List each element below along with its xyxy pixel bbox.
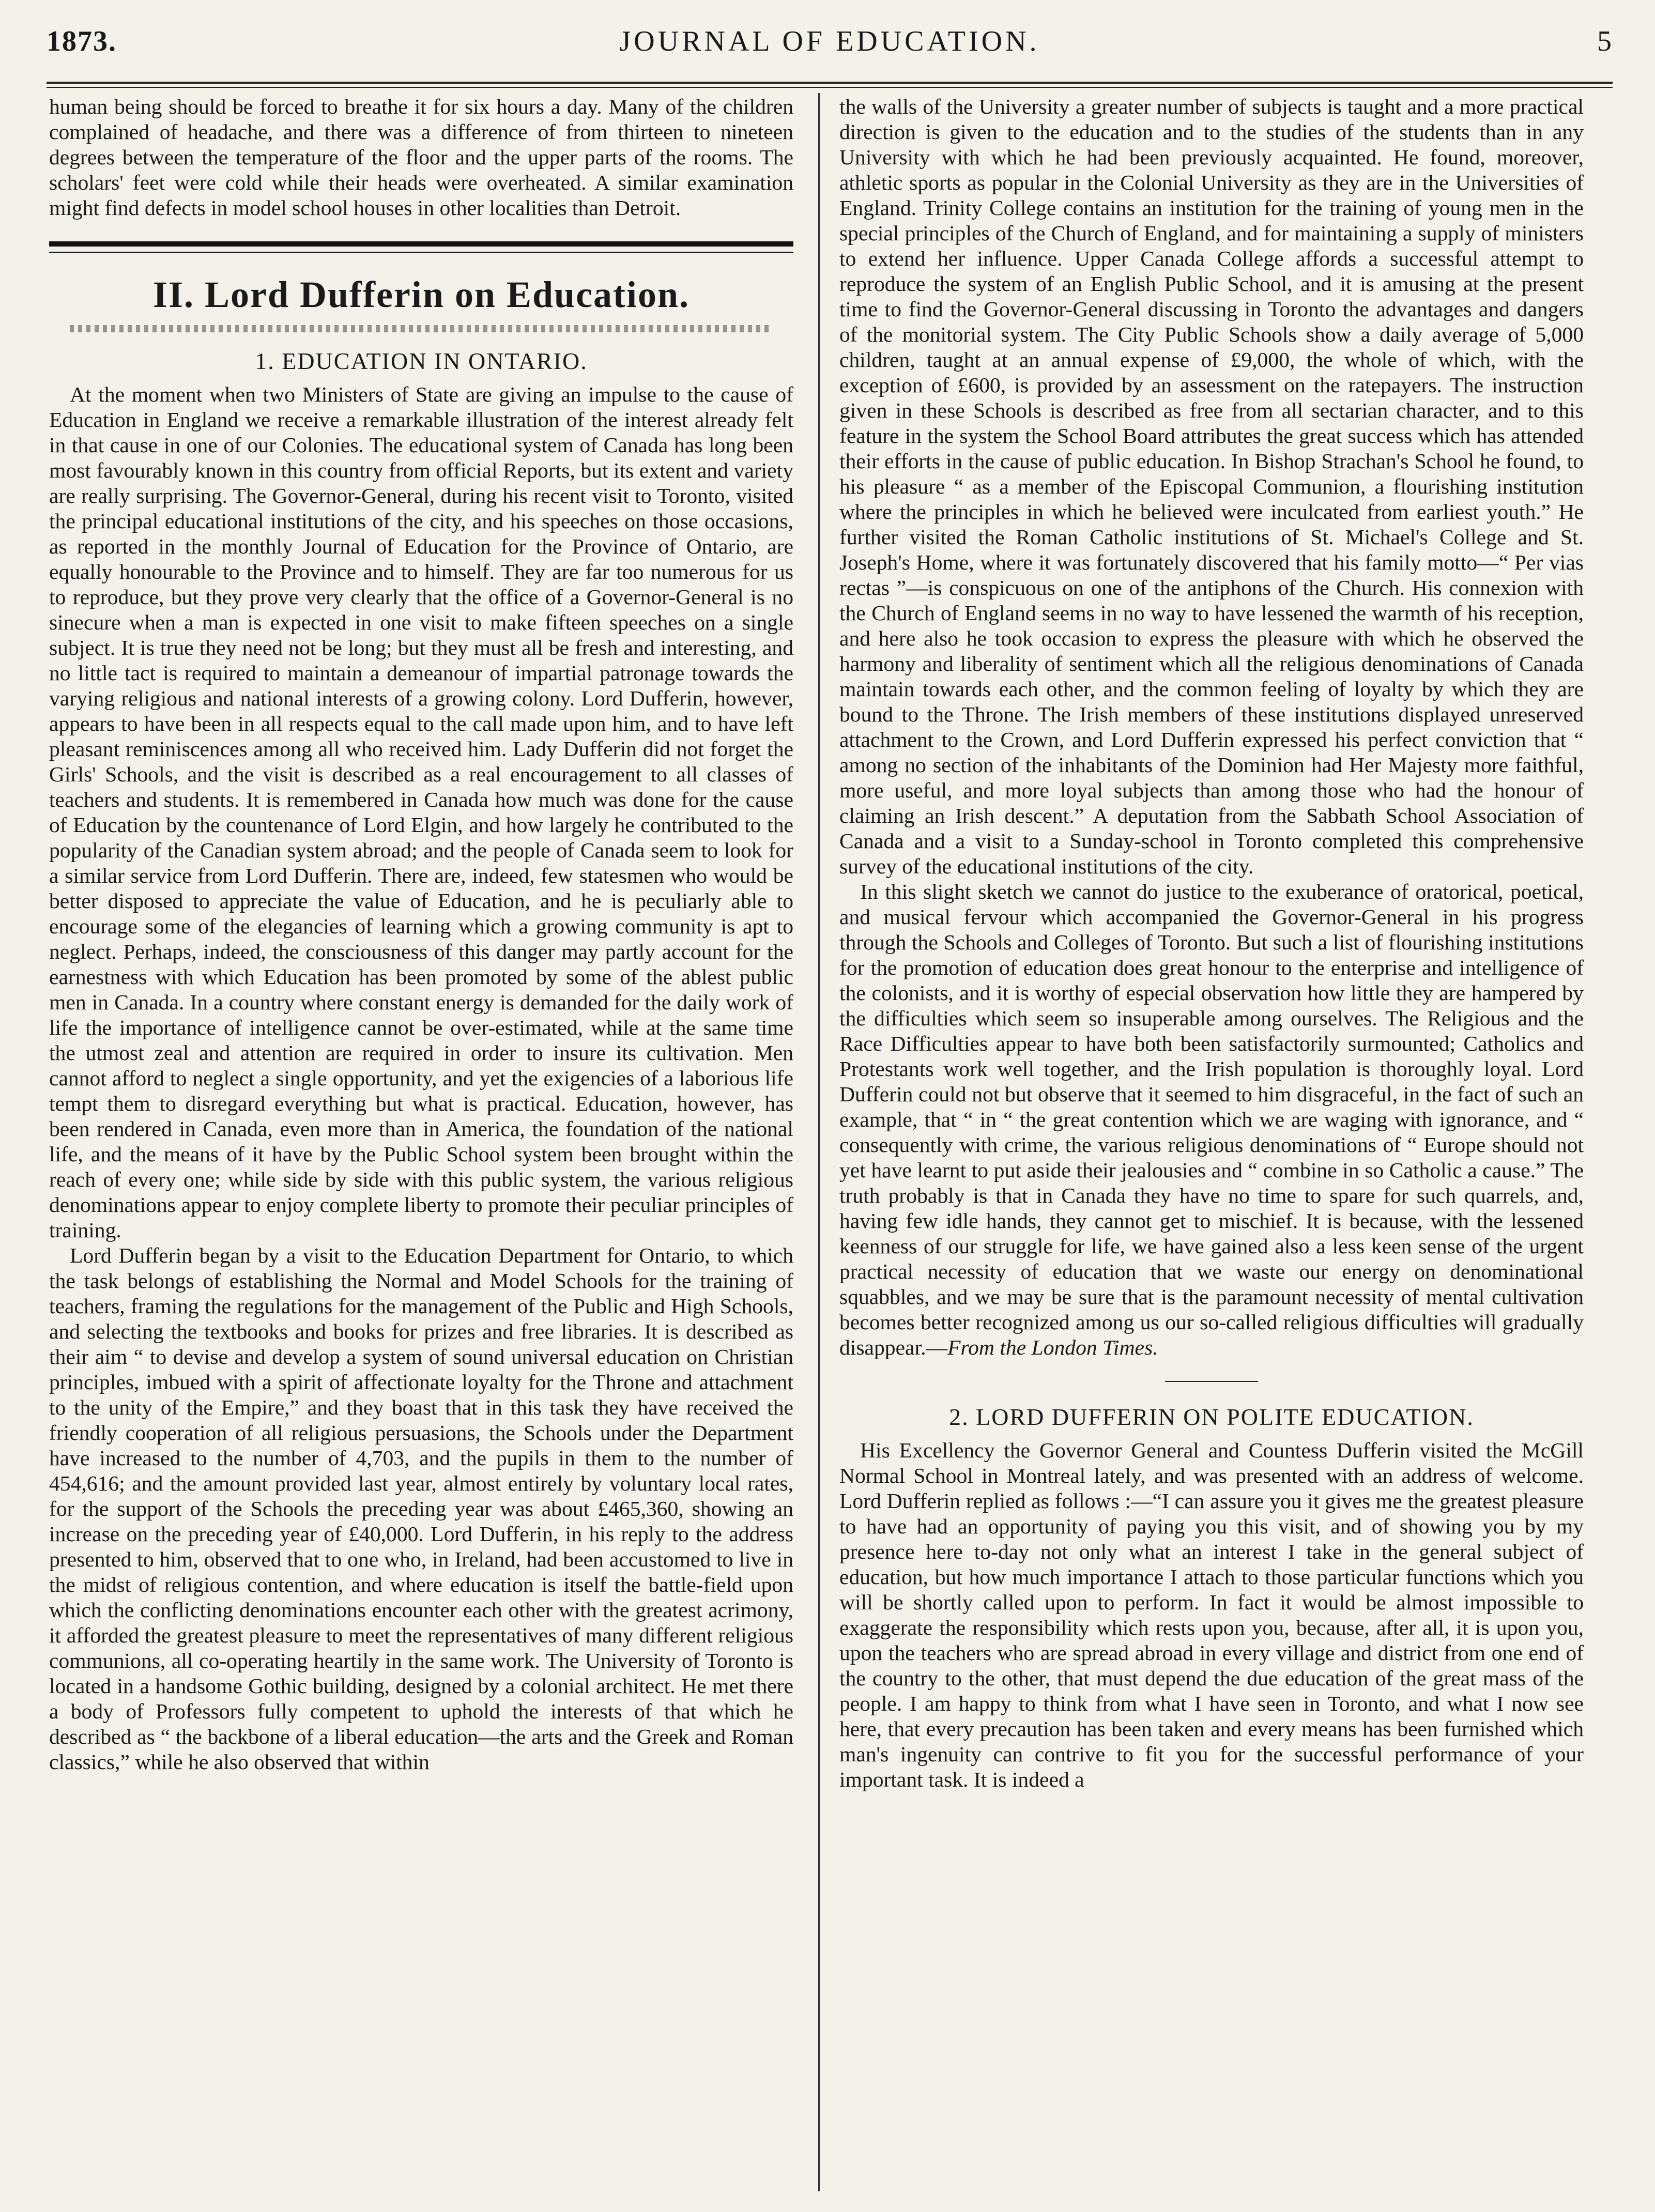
right-column [839,94,1584,1792]
article-paragraph-4 [839,879,1584,1360]
page-number: 5 [1597,25,1613,57]
paragraph-4-text: In this slight sketch we cannot do justice to the exuberance of oratorical, poetical, and musical fervour which accompanied the Governor-General in his progress through the Schools and Colleges of Toronto. But such a list of flourishing institutions for the promotion of education does great honour to the enterprise and intelligence of the colonists, and it is worthy of especial observation how little they are hampered by the difficulties which seem so insuperable among ourselves. The Religious and the Race Difficulties appear to have both been satisfactorily surmounted; Catholics and Protestants work well together, and the Irish population is thoroughly loyal. Lord Dufferin could not but observe that it seemed to him disgraceful, in the fact of such an example, that “ in “ the great contention which we are waging with ignorance, and “ consequently with crime, the various religious denominations of “ Europe should not yet have learnt to put aside their jealousies and “ combine in so Catholic a cause.” The truth probably is that in Canada they have no time to spare for such quarrels, and, having few idle hands, they cannot get to mischief. It is because, with the lessened keenness of our struggle for life, we have gained also a less keen sense of the urgent practical necessity of education that we waste our energy on denominational squabbles, and we may be sure that is the paramount necessity of mental cultivation becomes better recognized among us our so-called religious difficulties will gradually disappear.— [839,880,1584,1359]
journal-title: JOURNAL OF EDUCATION. [619,25,1040,57]
article-separator [1165,1381,1258,1382]
section-title: II. Lord Dufferin on Education. [152,274,690,315]
page-header [47,20,1613,61]
article-paragraph-3: the walls of the University a greater number of subjects is taught and a more practical direction is given to the education and to the studies of the students than in any University with which he had been previously acquainted. He found, moreover, athletic sports as popular in the Colonial University as they are in the Universities of England. Trinity College contains an institution for the training of young men in the special principles of the Church of England, and for maintaining a supply of ministers to extend her influence. Upper Canada College affords a successful attempt to reproduce the system of an English Public School, and it is amusing at the present time to find the Governor-General discussing in Toronto the advantages and dangers of the monitorial system. The City Public Schools show a daily average of 5,000 children, taught at an annual expense of £9,000, the whole of which, with the exception of £600, is provided by an assessment on the ratepayers. The instruction given in these Schools is described as free from all sectarian character, and to this feature in the system the School Board attributes the great success which has attended their efforts in the cause of public education. In Bishop Strachan's School he found, to his pleasure “ as a member of the Episcopal Communion, a flourishing institution where the principles in which he believed were inculcated from earliest youth.” He further visited the Roman Catholic institutions of St. Michael's College and St. Joseph's Home, where it was fortunately discovered that his family motto—“ Per vias rectas ”—is conspicuous on one of the antiphons of the Church. His connexion with the Church of England seems in no way to have lessened the warmth of his reception, and here also he took occasion to express the pleasure with which he observed the harmony and liberality of sentiment which all the religious denominations of Canada maintain towards each other, and the common feeling of loyalty by which they are bound to the Throne. The Irish members of these institutions displayed unreserved attachment to the Crown, and Lord Dufferin expressed his perfect conviction that “ among no section of the inhabitants of the Dominion had Her Majesty more faithful, more useful, and more loyal subjects than among those who had the honour of claiming an Irish descent.” A deputation from the Sabbath School Association of Canada and a visit to a Sunday-school in Toronto completed this comprehensive survey of the educational institutions of the city. [839,95,1584,878]
article-paragraph-1: At the moment when two Ministers of State are giving an impulse to the cause of Education in England we receive a remarkable illustration of the interest already felt in that cause in one of our Colonies. The educational system of Canada has long been most favourably known in this country from official Reports, but its extent and variety are really surprising. The Governor-General, during his recent visit to Toronto, visited the principal educational institutions of the city, and his speeches on those occasions, as reported in the monthly Journal of Education for the Province of Ontario, are equally honourable to the Province and to himself. They are far too numerous for us to reproduce, but they prove very clearly that the office of a Governor-General is no sinecure when a man is expected in one visit to make fifteen speeches on a single subject. It is true they need not be long; but they must all be fresh and interesting, and no little tact is required to maintain a demeanour of impartial patronage towards the varying religious and national interests of a growing colony. Lord Dufferin, however, appears to have been in all respects equal to the call made upon him, and to have left pleasant reminiscences among all who received him. Lady Dufferin did not forget the Girls' Schools, and the visit is described as a real encouragement to all classes of teachers and students. It is remembered in Canada how much was done for the cause of Education by the countenance of Lord Elgin, and how largely he contributed to the popularity of the Canadian system abroad; and the people of Canada seem to look for a similar service from Lord Dufferin. There are, indeed, few statesmen who would be better disposed to appreciate the value of Education, and he is peculiarly able to encourage some of the elegancies of learning which a growing community is apt to neglect. Perhaps, indeed, the consciousness of this danger may partly account for the earnestness with which Education has been promoted by some of the ablest public men in Canada. In a country where constant energy is demanded for the daily work of life the importance of intelligence cannot be over-estimated, while at the same time the utmost zeal and attention are required in order to insure its cultivation. Men cannot afford to neglect a single opportunity, and yet the exigencies of a laborious life tempt them to disregard everything but what is practical. Education, however, has been rendered in Canada, even more than in America, the foundation of the national life, and the means of it have by the Public School system been brought within the reach of every one; while side by side with this public system, the various religious denominations appear to enjoy complete liberty to promote their peculiar principles of training. [49,382,793,1242]
attribution: From the London Times. [947,1335,1158,1359]
intro-paragraph: human being should be forced to breathe it for six hours a day. Many of the children complained of headache, and there was a difference of from thirteen to nineteen degrees between the temperature of the floor and the upper parts of the rooms. The scholars' feet were cold while their heads were overheated. A similar examination might find defects in model school houses in other localities than Detroit. [49,95,793,220]
subheading-polite-education: 2. LORD DUFFERIN ON POLITE EDUCATION. [949,1404,1474,1430]
column-divider [818,93,820,2191]
subheading-education-in-ontario: 1. EDUCATION IN ONTARIO. [255,348,588,374]
header-year: 1873. [47,25,117,57]
ornamental-rule [70,325,773,332]
header-rule [47,82,1613,88]
section-rule-thick [49,241,793,247]
article-paragraph-5: His Excellency the Governor General and Countess Dufferin visited the McGill Normal School in Montreal lately, and was presented with an address of welcome. Lord Dufferin replied as follows :—“I can assure you it gives me the greatest pleasure to have had an opportunity of paying you this visit, and of showing you by my presence here to-day not only what an interest I take in the general subject of education, but how much importance I attach to those particular functions which you will be shortly called upon to perform. In fact it would be almost impossible to exaggerate the responsibility which rests upon you, because, after all, it is upon you, upon the teachers who are spread abroad in every village and district from one end of the country to the other, that must depend the due education of the great mass of the people. I am happy to think from what I have seen in Toronto, and what I now see here, that every precaution has been taken and every means has been furnished which man's ingenuity can contrive to fit you for the successful performance of your important task. It is indeed a [839,1438,1584,1791]
section-rule-thin [49,252,793,253]
left-column [49,94,793,1775]
article-paragraph-2: Lord Dufferin began by a visit to the Education Department for Ontario, to which the task belongs of establishing the Normal and Model Schools for the training of teachers, framing the regulations for the management of the Public and High Schools, and selecting the textbooks and books for prizes and free libraries. It is described as their aim “ to devise and develop a system of sound universal education on Christian principles, imbued with a spirit of affectionate loyalty for the Throne and attachment to the unity of the Empire,” and they boast that in this task they have received the friendly cooperation of all religious persuasions, the Schools under the Department have increased to the number of 4,703, and the pupils in them to the number of 454,616; and the amount provided last year, almost entirely by voluntary local rates, for the support of the Schools the preceding year was about £465,360, showing an increase on the preceding year of £40,000. Lord Dufferin, in his reply to the address presented to him, observed that to one who, in Ireland, had been accustomed to live in the midst of religious contention, and where education is itself the battle-field upon which the conflicting denominations encounter each other with the greatest acrimony, it afforded the greatest pleasure to meet the representatives of many different religious communions, all co-operating heartily in the same work. The University of Toronto is located in a handsome Gothic building, designed by a colonial architect. He met there a body of Professors fully competent to uphold the interests of that which he described as “ the backbone of a liberal education—the arts and the Greek and Roman classics,” while he also observed that within [49,1243,793,1774]
